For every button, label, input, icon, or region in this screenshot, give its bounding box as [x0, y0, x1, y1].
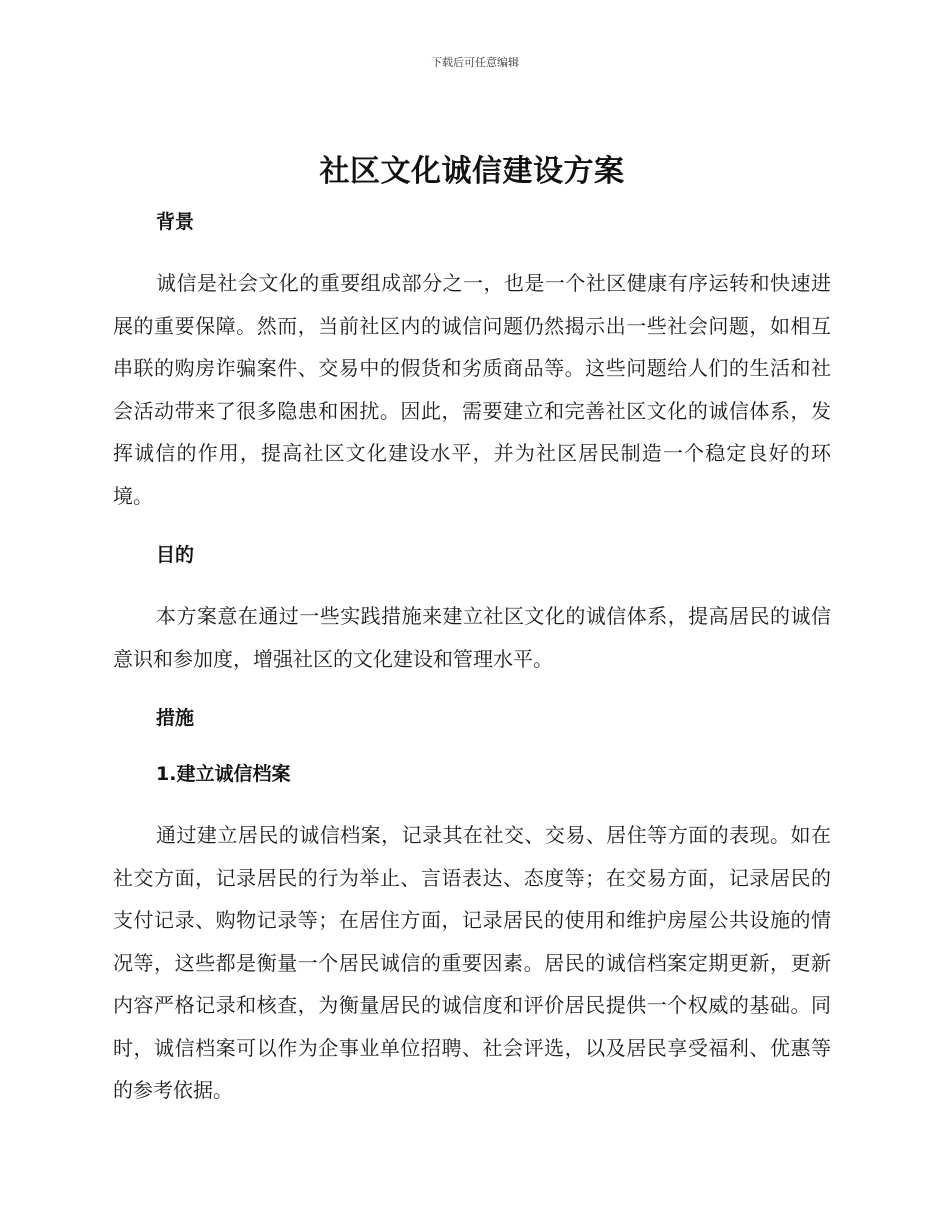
section-heading-background: 背景 — [156, 211, 195, 233]
section-heading-goal: 目的 — [156, 544, 195, 566]
document-title: 社区文化诚信建设方案 — [319, 154, 625, 189]
section-heading-measures: 措施 — [156, 707, 195, 729]
background-paragraph: 诚信是社会文化的重要组成部分之一，也是一个社区健康有序运转和快速进展的重要保障。然而，当前社区内的诚信问题仍然揭示出一些社会问题，如相互串联的购房诈骗案件、交易中的假货和劣质商品等。这些问题给人们的生活和社会活动带来了很多隐患和困扰。因此，需要建立和完善社区文化的诚信体系，发挥诚信的作用，提高社区文化建设水平，并为社区居民制造一个稳定良好的环境。 — [113, 271, 831, 508]
document-body — [113, 150, 831, 1112]
subsection-heading-credit-records: 1.建立诚信档案 — [156, 763, 291, 785]
credit-records-paragraph: 通过建立居民的诚信档案，记录其在社交、交易、居住等方面的表现。如在社交方面，记录居民的行为举止、言语表达、态度等；在交易方面，记录居民的支付记录、购物记录等；在居住方面，记录居民的使用和维护房屋公共设施的情况等，这些都是衡量一个居民诚信的重要因素。居民的诚信档案定期更新，更新内容严格记录和核查，为衡量居民的诚信度和评价居民提供一个权威的基础。同时，诚信档案可以作为企事业单位招聘、社会评选，以及居民享受福利、优惠等的参考依据。 — [113, 823, 831, 1102]
header-note: 下载后可任意编辑 — [431, 56, 519, 69]
goal-paragraph: 本方案意在通过一些实践措施来建立社区文化的诚信体系，提高居民的诚信意识和参加度，增强社区的文化建设和管理水平。 — [113, 604, 831, 671]
